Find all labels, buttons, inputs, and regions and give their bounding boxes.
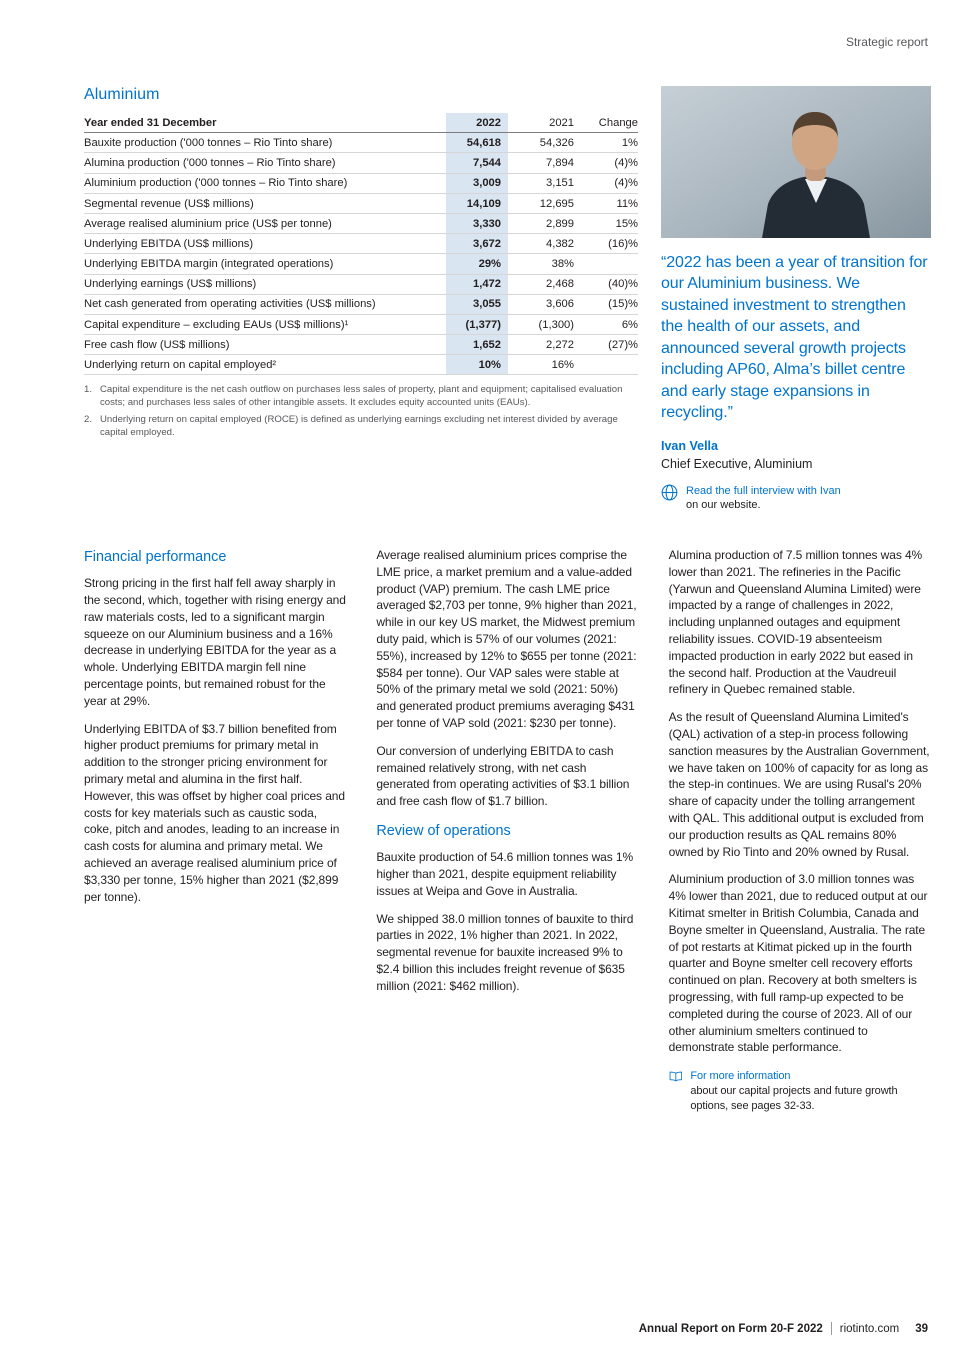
row-2022: 1,472 — [446, 274, 508, 294]
row-2021: 3,151 — [508, 173, 574, 193]
table-row — [84, 133, 638, 153]
row-label: Bauxite production ('000 tonnes – Rio Tinto share) — [84, 133, 446, 153]
paragraph: Our conversion of underlying EBITDA to cash remained relatively strong, with net cash generated from operating activities of $3.1 billion and free cash flow of $1.7 billion. — [376, 743, 630, 809]
row-2021: 16% — [508, 355, 574, 375]
body-columns — [84, 547, 931, 1114]
interview-link[interactable] — [661, 484, 931, 514]
interview-link-subtitle: on our website. — [686, 499, 761, 512]
footer-divider — [831, 1322, 832, 1335]
row-2022: 3,672 — [446, 234, 508, 254]
footnote-text: Underlying return on capital employed (ROCE) is defined as underlying earnings excluding net interest divided by average capital employed. — [100, 413, 618, 438]
footer-report-title: Annual Report on Form 20-F 2022 — [638, 1322, 823, 1335]
section-header: Strategic report — [845, 35, 928, 49]
row-2021: 2,899 — [508, 213, 574, 233]
row-label: Alumina production ('000 tonnes – Rio Tinto share) — [84, 153, 446, 173]
row-change — [574, 254, 638, 274]
paragraph: As the result of Queensland Alumina Limited's (QAL) activation of a step-in process following sanction measures by the Australian Government, we have taken on 100% of capacity for as long as the step-in continues. We are using Rusal's 20% share of capacity under the tolling arrangement with QAL. This additional output is excluded from our production results as QAL remains 80% owned by Rio Tinto and 20% owned by Rusal. — [668, 710, 930, 859]
table-block — [84, 86, 638, 513]
row-label: Underlying return on capital employed² — [84, 355, 446, 375]
table-header-2021: 2021 — [508, 113, 574, 133]
paragraph: Underlying EBITDA of $3.7 billion benefited from higher product premiums for primary metal in addition to the stronger pricing environment for primary metal and alumina in the first half. However, this was offset by higher coal prices and costs for key materials such as caustic soda, coke, pitch and anodes, leading to an increase in cash costs for alumina and primary metal. We achieved an average realised aluminium price of $3,330 per tonne, 15% higher than 2021 ($2,899 per tonne). — [84, 721, 345, 904]
executive-panel — [661, 86, 931, 513]
table-row — [84, 234, 638, 254]
column-right — [669, 547, 931, 1114]
footnotes — [84, 384, 638, 439]
row-change: (27)% — [574, 335, 638, 355]
row-change: 15% — [574, 213, 638, 233]
globe-icon — [661, 484, 678, 501]
heading-financial-performance: Financial performance — [84, 549, 227, 565]
table-row — [84, 213, 638, 233]
table-row — [84, 335, 638, 355]
column-financial-performance — [84, 547, 346, 1114]
paragraph: Strong pricing in the first half fell away sharply in the second, which, together with rising energy and raw materials costs, led to a significant margin squeeze on our Aluminium business and a 16% decrease in underlying EBITDA for the year as a whole. Underlying EBITDA margin fell nine percentage points, but remained robust for the year at 29%. — [84, 576, 346, 708]
table-header-2022: 2022 — [446, 113, 508, 133]
table-row — [84, 193, 638, 213]
row-change: (40)% — [574, 274, 638, 294]
footer-website-link[interactable]: riotinto.com — [839, 1322, 900, 1335]
footnote-text: Capital expenditure is the net cash outflow on purchases less sales of property, plant and equipment; capitalised evaluation costs; and purchases less sales of other intangible assets. It excludes equity accounted units (EAUs). — [100, 384, 623, 409]
row-2021: 3,606 — [508, 294, 574, 314]
row-change: (16)% — [574, 234, 638, 254]
row-label: Segmental revenue (US$ millions) — [84, 193, 446, 213]
row-2022: (1,377) — [446, 314, 508, 334]
row-label: Free cash flow (US$ millions) — [84, 335, 446, 355]
row-2022: 10% — [446, 355, 508, 375]
table-row — [84, 173, 638, 193]
row-2022: 29% — [446, 254, 508, 274]
table-row — [84, 254, 638, 274]
financial-table — [84, 113, 638, 375]
interview-link-text — [686, 484, 841, 514]
row-change: 1% — [574, 133, 638, 153]
heading-review-of-operations: Review of operations — [376, 822, 511, 839]
row-change: 11% — [574, 193, 638, 213]
table-row — [84, 274, 638, 294]
executive-quote: “2022 has been a year of transition for our Aluminium business. We sustained investment to strengthen the health of our assets, and announced several growth projects including AP60, Alma’s billet centre and early stage expansions in recycling.” — [661, 254, 928, 422]
row-label: Underlying EBITDA margin (integrated operations) — [84, 254, 446, 274]
row-change: (15)% — [574, 294, 638, 314]
row-change: (4)% — [574, 173, 638, 193]
footer-page-number: 39 — [915, 1322, 928, 1335]
executive-role: Chief Executive, Aluminium — [661, 456, 813, 471]
column-middle — [376, 547, 638, 1114]
row-2021: 2,272 — [508, 335, 574, 355]
paragraph: Alumina production of 7.5 million tonnes was 4% lower than 2021. The refineries in the Pacific (Yarwun and Queensland Alumina Limited) were impacted by a range of challenges in 2022, including unplanned outages and equipment reliability issues. COVID-19 absenteeism impacted production in early 2022 but eased in the second half. Production at the Vaudreuil refinery in Quebec remained stable. — [668, 548, 923, 697]
row-2022: 3,055 — [446, 294, 508, 314]
page-footer — [639, 1322, 928, 1335]
row-2021: 54,326 — [508, 133, 574, 153]
executive-portrait-photo — [661, 86, 931, 238]
paragraph: Average realised aluminium prices comprise the LME price, a market premium and a value-added product (VAP) premium. The cash LME price averaged $2,703 per tonne, 9% higher than 2021, while in our key US market, the Midwest premium duty paid, which is 57% of our volumes (2021: 55%), increased by 12% to $655 per tonne (2021: $584 per tonne). Our VAP sales were stable at 50% of the primary metal we sold (2021: 50%) and generated product premiums averaging $431 per tonne of VAP sold (2021: $230 per tonne). — [376, 548, 637, 730]
row-2021: 2,468 — [508, 274, 574, 294]
row-2022: 3,009 — [446, 173, 508, 193]
row-label: Aluminium production ('000 tonnes – Rio Tinto share) — [84, 173, 446, 193]
table-row — [84, 355, 638, 375]
table-header-label: Year ended 31 December — [84, 113, 446, 133]
paragraph: Bauxite production of 54.6 million tonnes was 1% higher than 2021, despite equipment reliability issues at Weipa and Gove in Australia. — [376, 850, 634, 898]
more-info-link[interactable] — [669, 1069, 931, 1114]
footnote-number: 2. — [84, 413, 93, 425]
paragraph: We shipped 38.0 million tonnes of bauxite to third parties in 2022, 1% higher than 2021. In 2022, segmental revenue for bauxite increased 9% to $2.4 billion this includes freight revenue of $635 million (2021: $462 million). — [376, 911, 634, 993]
executive-name: Ivan Vella — [661, 438, 718, 453]
book-icon — [669, 1069, 683, 1084]
row-2022: 1,652 — [446, 335, 508, 355]
row-change: (4)% — [574, 153, 638, 173]
table-header-change: Change — [574, 113, 638, 133]
table-row — [84, 153, 638, 173]
row-2022: 7,544 — [446, 153, 508, 173]
row-2022: 14,109 — [446, 193, 508, 213]
row-2022: 54,618 — [446, 133, 508, 153]
table-row — [84, 314, 638, 334]
more-info-text-block — [690, 1069, 931, 1114]
page-title: Aluminium — [84, 86, 160, 103]
row-2021: (1,300) — [508, 314, 574, 334]
row-change: 6% — [574, 314, 638, 334]
row-label: Underlying earnings (US$ millions) — [84, 274, 446, 294]
row-change — [574, 355, 638, 375]
more-info-title[interactable]: For more information — [690, 1070, 791, 1083]
row-2021: 4,382 — [508, 234, 574, 254]
row-label: Average realised aluminium price (US$ per tonne) — [84, 213, 446, 233]
row-2022: 3,330 — [446, 213, 508, 233]
footnote — [84, 384, 638, 410]
row-2021: 38% — [508, 254, 574, 274]
interview-link-title[interactable]: Read the full interview with Ivan — [686, 484, 841, 497]
top-section — [84, 86, 931, 513]
row-label: Underlying EBITDA (US$ millions) — [84, 234, 446, 254]
footnote-number: 1. — [84, 384, 93, 396]
row-2021: 12,695 — [508, 193, 574, 213]
paragraph: Aluminium production of 3.0 million tonnes was 4% lower than 2021, due to reduced output at our Kitimat smelter in British Columbia, Canada and Boyne smelter in Queensland, Australia. The rate of pot restarts at Kitimat picked up in the fourth quarter and Boyne smelter cell recovery efforts continued on plan. Recovery at both smelters is progressing, with full ramp-up expected to be completed during the course of 2023. All of our other aluminium smelters continued to demonstrate stable performance. — [668, 872, 928, 1055]
table-row — [84, 294, 638, 314]
row-label: Capital expenditure – excluding EAUs (US$ millions)¹ — [84, 314, 446, 334]
table-header-row — [84, 113, 638, 133]
footnote — [84, 414, 638, 440]
more-info-body: about our capital projects and future growth options, see pages 32-33. — [690, 1084, 898, 1112]
row-label: Net cash generated from operating activities (US$ millions) — [84, 294, 446, 314]
row-2021: 7,894 — [508, 153, 574, 173]
